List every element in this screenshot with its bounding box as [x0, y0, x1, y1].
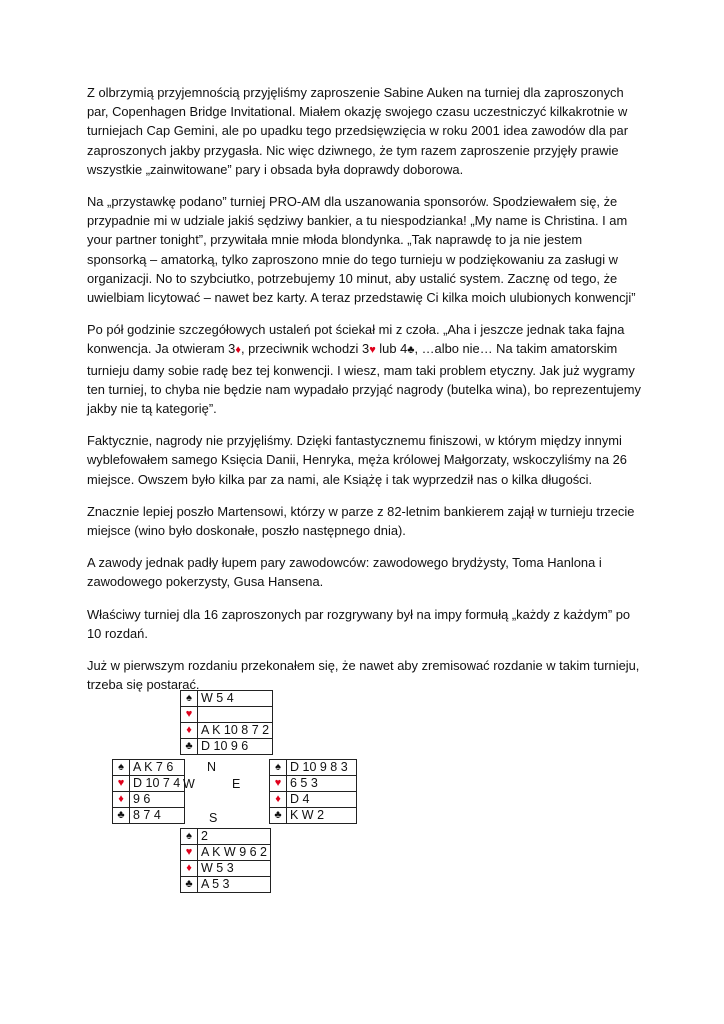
west-spades: A K 7 6 — [130, 760, 185, 776]
heart-icon: ♥ — [270, 776, 287, 792]
heart-icon: ♥ — [369, 344, 376, 357]
spade-icon: ♠ — [181, 691, 198, 707]
compass-south: S — [209, 811, 218, 825]
west-diamonds: 9 6 — [130, 792, 185, 808]
diamond-icon: ♦ — [270, 792, 287, 808]
east-clubs: K W 2 — [287, 808, 357, 824]
club-icon: ♣ — [181, 877, 198, 893]
west-hearts: D 10 7 4 — [130, 776, 185, 792]
south-spades: 2 — [198, 829, 271, 845]
paragraph-5: Znacznie lepiej poszło Martensowi, którzy w parze z 82-letnim bankierem zajął w turnieju trzecie miejsce (wino było doskonałe, poszło następnego dnia). — [87, 503, 635, 539]
paragraph-4: Faktycznie, nagrody nie przyjęliśmy. Dzięki fantastycznemu finiszowi, w którym między innymi wyblefowałem samego Księcia Danii, Henryka, męża królowej Małgorzaty, wskoczyliśmy na 26 miejsce. Owszem było kilka par za nami, ale Książę i tak wyprzedził nas o kilka długości. — [87, 433, 627, 487]
compass-north: N — [207, 760, 217, 774]
p3-part-a: Po pół godzinie szczegółowych ustaleń pot ściekał mi z czoła. „Aha i jeszcze jednak taka fajna konwencja. Ja otwieram 3 — [87, 322, 625, 357]
south-hearts: A K W 9 6 2 — [198, 845, 271, 861]
compass-west: W — [183, 777, 195, 791]
north-clubs: D 10 9 6 — [198, 739, 273, 755]
east-diamonds: D 4 — [287, 792, 357, 808]
east-spades: D 10 9 8 3 — [287, 760, 357, 776]
spade-icon: ♠ — [270, 760, 287, 776]
diamond-icon: ♦ — [181, 723, 198, 739]
east-hearts: 6 5 3 — [287, 776, 357, 792]
heart-icon: ♥ — [181, 707, 198, 723]
north-hand — [180, 690, 273, 755]
p3-part-c: lub 4 — [375, 341, 408, 357]
south-clubs: A 5 3 — [198, 877, 271, 893]
club-icon: ♣ — [181, 739, 198, 755]
west-hand — [112, 759, 185, 824]
club-icon: ♣ — [270, 808, 287, 824]
club-icon: ♣ — [407, 344, 415, 357]
diamond-icon: ♦ — [235, 344, 241, 357]
north-diamonds: A K 10 8 7 2 — [198, 723, 273, 739]
compass-east: E — [232, 777, 241, 791]
paragraph-7: Właściwy turniej dla 16 zaproszonych par rozgrywany był na impy formułą „każdy z każdym” po 10 rozdań. — [87, 606, 631, 641]
north-hearts — [198, 707, 273, 723]
paragraph-8: Już w pierwszym rozdaniu przekonałem się, że nawet aby zremisować rozdanie w takim turnieju, trzeba się postarać. — [87, 658, 640, 693]
north-spades: W 5 4 — [198, 691, 273, 707]
west-clubs: 8 7 4 — [130, 808, 185, 824]
heart-icon: ♥ — [181, 845, 198, 861]
paragraph-2: Na „przystawkę podano” turniej PRO-AM dla uszanowania sponsorów. Spodziewałem się, że przypadnie mi w udziale jakiś sędziwy bankier, a tu niespodzianka! „My name is Christina. I am your partner tonight”, przywitała mnie młoda blondynka. „Tak naprawdę to ja nie jestem sponsorką – amatorką, tylko zaproszono mnie do tego turnieju w podziękowaniu za zasługi w organizacji. No to szybciutko, potrzebujemy 10 minut, aby ustalić system. Zacznę od tego, że uwielbiam licytować – nawet bez karty. A teraz przedstawię Ci kilka moich ulubionych konwencji” — [87, 194, 636, 306]
p3-part-d: , …albo nie… Na takim amatorskim turnieju damy sobie radę bez tej konwencji. I wiesz, mam taki problem etyczny. Jak już wygramy ten turniej, to chyba nie będzie nam wypadało przyjąć nagrody (butelka wina), bo reprezentujemy jakby nie tą kategorię”. — [87, 341, 641, 417]
diamond-icon: ♦ — [181, 861, 198, 877]
south-hand — [180, 828, 271, 893]
diamond-icon: ♦ — [113, 792, 130, 808]
spade-icon: ♠ — [113, 760, 130, 776]
club-icon: ♣ — [113, 808, 130, 824]
east-hand — [269, 759, 357, 824]
spade-icon: ♠ — [181, 829, 198, 845]
paragraph-6: A zawody jednak padły łupem pary zawodowców: zawodowego brydżysty, Toma Hanlona i zawodowego pokerzysty, Gusa Hansena. — [87, 555, 602, 590]
paragraph-1: Z olbrzymią przyjemnością przyjęliśmy zaproszenie Sabine Auken na turniej dla zaproszonych par, Copenhagen Bridge Invitational. Miałem okazję swojego czasu uczestniczyć kilkakrotnie w turniejach Cap Gemini, ale po upadku tego przedsięwzięcia w roku 2001 idea zawodów dla par zaproszonych jakby przygasła. Nic więc dziwnego, że tym razem zaproszenie przyjęły prawie wszystkie „zainwitowane” pary i obsada była doprawdy doborowa. — [87, 85, 629, 177]
south-diamonds: W 5 3 — [198, 861, 271, 877]
p3-part-b: , przeciwnik wchodzi 3 — [240, 341, 370, 357]
heart-icon: ♥ — [113, 776, 130, 792]
